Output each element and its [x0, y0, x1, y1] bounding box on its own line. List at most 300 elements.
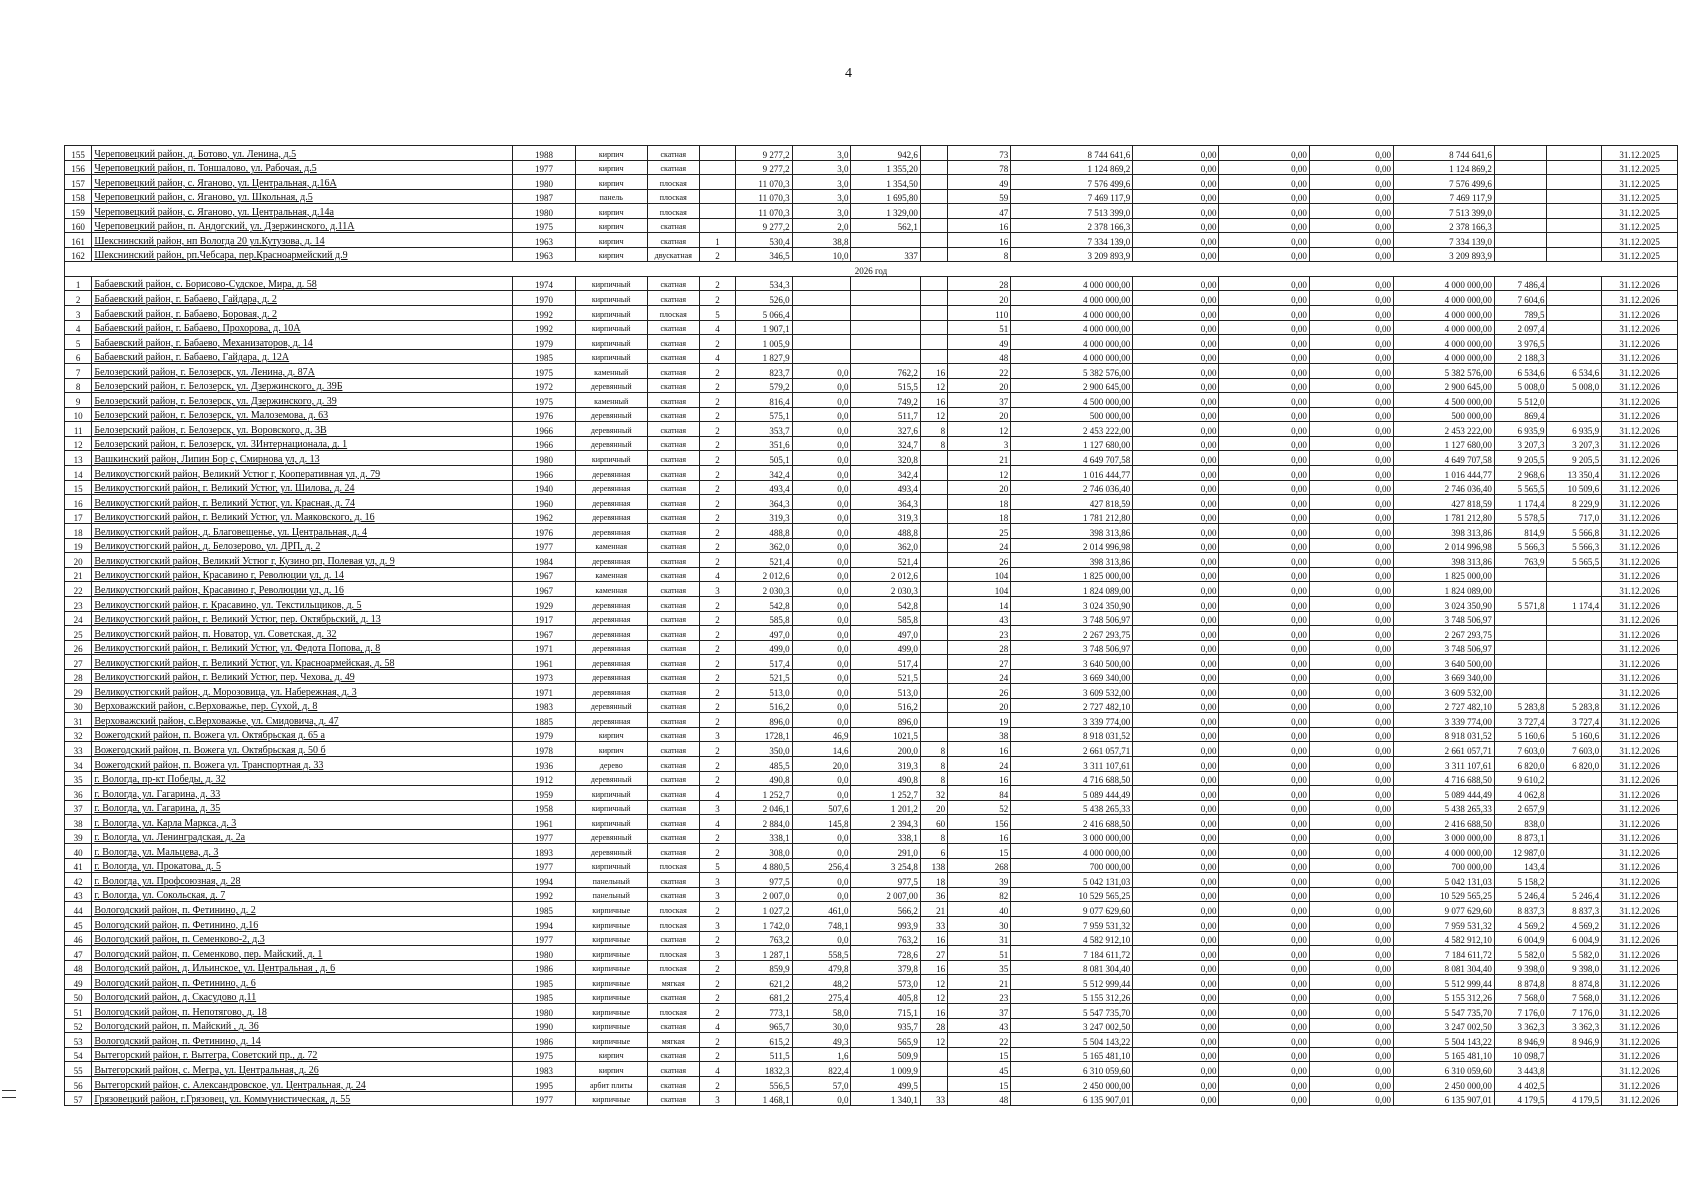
- table-row: [65, 989, 1678, 1004]
- address-cell: Вологодский район, п. Фетинино, д. 14: [92, 1033, 513, 1048]
- unit-cost-cell: [1494, 175, 1547, 190]
- regional-cost-cell: 2 746 036,40: [1393, 480, 1494, 495]
- address-cell: Бабаевский район, г. Бабаево, Гайдара, д. 2: [92, 291, 513, 306]
- completion-date-cell: 31.12.2026: [1602, 306, 1678, 321]
- owners-cost-cell: 0,00: [1309, 887, 1393, 902]
- budget-cost-cell: 0,00: [1219, 655, 1309, 670]
- total-area-cell: 526,0: [735, 291, 792, 306]
- regional-cost-cell: 4 500 000,00: [1393, 393, 1494, 408]
- nonresidential-area-cell: 58,0: [792, 1004, 851, 1019]
- apartments-cell: [920, 189, 947, 204]
- wall-material-cell: деревянный: [576, 829, 648, 844]
- total-cost-cell: 700 000,00: [1011, 858, 1133, 873]
- roof-type-cell: скатная: [647, 1077, 700, 1092]
- fund-cost-cell: 0,00: [1133, 742, 1219, 757]
- wall-material-cell: каменная: [576, 538, 648, 553]
- max-unit-cost-cell: [1547, 175, 1602, 190]
- address-cell: Верховажский район, с.Верховажье, пер. Сухой, д. 8: [92, 698, 513, 713]
- residential-area-cell: 942,6: [851, 146, 920, 161]
- fund-cost-cell: 0,00: [1133, 480, 1219, 495]
- nonresidential-area-cell: 822,4: [792, 1062, 851, 1077]
- unit-cost-cell: [1494, 146, 1547, 161]
- year-built-cell: 1970: [512, 291, 575, 306]
- roof-type-cell: скатная: [647, 611, 700, 626]
- table-row: [65, 887, 1678, 902]
- max-unit-cost-cell: 10 509,6: [1547, 480, 1602, 495]
- residential-area-cell: 362,0: [851, 538, 920, 553]
- regional-cost-cell: 6 135 907,01: [1393, 1091, 1494, 1106]
- unit-cost-cell: 2 968,6: [1494, 466, 1547, 481]
- fund-cost-cell: 0,00: [1133, 975, 1219, 990]
- floors-cell: 2: [700, 626, 736, 641]
- year-built-cell: 1967: [512, 626, 575, 641]
- year-built-cell: 1976: [512, 524, 575, 539]
- regional-cost-cell: 8 744 641,6: [1393, 146, 1494, 161]
- nonresidential-area-cell: 0,0: [792, 829, 851, 844]
- unit-cost-cell: 2 097,4: [1494, 320, 1547, 335]
- roof-type-cell: скатная: [647, 655, 700, 670]
- total-area-cell: 308,0: [735, 844, 792, 859]
- address-cell: Вытегорский район, г. Вытегра, Советский пр., д. 72: [92, 1047, 513, 1062]
- unit-cost-cell: [1494, 582, 1547, 597]
- row-number-cell: 38: [65, 815, 92, 830]
- unit-cost-cell: 5 160,6: [1494, 727, 1547, 742]
- address-cell: Вологодский район, п. Фетинино, д. 6: [92, 975, 513, 990]
- fund-cost-cell: 0,00: [1133, 146, 1219, 161]
- floors-cell: 2: [700, 553, 736, 568]
- regional-cost-cell: 3 669 340,00: [1393, 669, 1494, 684]
- budget-cost-cell: 0,00: [1219, 844, 1309, 859]
- budget-cost-cell: 0,00: [1219, 771, 1309, 786]
- table-row: [65, 451, 1678, 466]
- wall-material-cell: деревянная: [576, 655, 648, 670]
- wall-material-cell: кирпич: [576, 1062, 648, 1077]
- fund-cost-cell: 0,00: [1133, 698, 1219, 713]
- owners-cost-cell: 0,00: [1309, 160, 1393, 175]
- address-cell: Череповецкий район, с. Яганово, ул. Центральная, д.14а: [92, 204, 513, 219]
- completion-date-cell: 31.12.2026: [1602, 364, 1678, 379]
- fund-cost-cell: 0,00: [1133, 669, 1219, 684]
- owners-cost-cell: 0,00: [1309, 364, 1393, 379]
- total-cost-cell: 8 081 304,40: [1011, 960, 1133, 975]
- floors-cell: 3: [700, 916, 736, 931]
- wall-material-cell: деревянная: [576, 684, 648, 699]
- row-number-cell: 3: [65, 306, 92, 321]
- row-number-cell: 24: [65, 611, 92, 626]
- nonresidential-area-cell: 0,0: [792, 669, 851, 684]
- regional-cost-cell: 2 727 482,10: [1393, 698, 1494, 713]
- budget-cost-cell: 0,00: [1219, 611, 1309, 626]
- wall-material-cell: кирпичный: [576, 291, 648, 306]
- floors-cell: 4: [700, 1062, 736, 1077]
- year-built-cell: 1980: [512, 175, 575, 190]
- owners-cost-cell: 0,00: [1309, 916, 1393, 931]
- unit-cost-cell: 10 098,7: [1494, 1047, 1547, 1062]
- max-unit-cost-cell: 7 176,0: [1547, 1004, 1602, 1019]
- completion-date-cell: 31.12.2026: [1602, 829, 1678, 844]
- regional-cost-cell: 5 547 735,70: [1393, 1004, 1494, 1019]
- fund-cost-cell: 0,00: [1133, 247, 1219, 262]
- unit-cost-cell: 5 008,0: [1494, 378, 1547, 393]
- total-cost-cell: 2 450 000,00: [1011, 1077, 1133, 1092]
- total-cost-cell: 4 649 707,58: [1011, 451, 1133, 466]
- row-number-cell: 162: [65, 247, 92, 262]
- regional-cost-cell: 398 313,86: [1393, 524, 1494, 539]
- table-row: [65, 466, 1678, 481]
- budget-cost-cell: 0,00: [1219, 189, 1309, 204]
- total-area-cell: 1832,3: [735, 1062, 792, 1077]
- roof-type-cell: скатная: [647, 596, 700, 611]
- wall-material-cell: кирпич: [576, 218, 648, 233]
- budget-cost-cell: 0,00: [1219, 698, 1309, 713]
- owners-cost-cell: 0,00: [1309, 946, 1393, 961]
- total-cost-cell: 4 582 912,10: [1011, 931, 1133, 946]
- regional-cost-cell: 5 165 481,10: [1393, 1047, 1494, 1062]
- fund-cost-cell: 0,00: [1133, 1018, 1219, 1033]
- table-row: [65, 727, 1678, 742]
- max-unit-cost-cell: 5 565,5: [1547, 553, 1602, 568]
- year-built-cell: 1962: [512, 509, 575, 524]
- nonresidential-area-cell: 0,0: [792, 640, 851, 655]
- table-row: [65, 858, 1678, 873]
- apartments-cell: [920, 698, 947, 713]
- roof-type-cell: плоская: [647, 175, 700, 190]
- apartments-cell: 33: [920, 1091, 947, 1106]
- roof-type-cell: скатная: [647, 698, 700, 713]
- wall-material-cell: кирпич: [576, 204, 648, 219]
- residents-cell: 30: [948, 916, 1011, 931]
- residential-area-cell: 896,0: [851, 713, 920, 728]
- wall-material-cell: панельный: [576, 873, 648, 888]
- table-row: [65, 946, 1678, 961]
- completion-date-cell: 31.12.2026: [1602, 887, 1678, 902]
- completion-date-cell: 31.12.2025: [1602, 175, 1678, 190]
- total-cost-cell: 5 438 265,33: [1011, 800, 1133, 815]
- unit-cost-cell: 3 976,5: [1494, 335, 1547, 350]
- total-area-cell: 513,0: [735, 684, 792, 699]
- unit-cost-cell: 9 398,0: [1494, 960, 1547, 975]
- wall-material-cell: дерево: [576, 756, 648, 771]
- table-row: [65, 844, 1678, 859]
- address-cell: Великоустюгский район, п. Новатор, ул. Советская, д. 32: [92, 626, 513, 641]
- wall-material-cell: кирпичные: [576, 1004, 648, 1019]
- completion-date-cell: 31.12.2026: [1602, 335, 1678, 350]
- residential-area-cell: 2 394,3: [851, 815, 920, 830]
- total-area-cell: 521,4: [735, 553, 792, 568]
- completion-date-cell: 31.12.2026: [1602, 989, 1678, 1004]
- roof-type-cell: скатная: [647, 466, 700, 481]
- table-row: [65, 553, 1678, 568]
- nonresidential-area-cell: 0,0: [792, 626, 851, 641]
- total-area-cell: 362,0: [735, 538, 792, 553]
- total-area-cell: 517,4: [735, 655, 792, 670]
- year-built-cell: 1972: [512, 378, 575, 393]
- address-cell: Великоустюгский район, г. Великий Устюг, ул. Федота Попова, д. 8: [92, 640, 513, 655]
- table-row: [65, 902, 1678, 917]
- unit-cost-cell: 3 443,8: [1494, 1062, 1547, 1077]
- wall-material-cell: кирпичный: [576, 451, 648, 466]
- year-label: 2026 год: [65, 262, 1678, 277]
- floors-cell: 2: [700, 538, 736, 553]
- budget-cost-cell: 0,00: [1219, 364, 1309, 379]
- nonresidential-area-cell: 10,0: [792, 247, 851, 262]
- year-built-cell: 1990: [512, 1018, 575, 1033]
- unit-cost-cell: 5 158,2: [1494, 873, 1547, 888]
- total-cost-cell: 7 959 531,32: [1011, 916, 1133, 931]
- floors-cell: 2: [700, 509, 736, 524]
- wall-material-cell: деревянная: [576, 669, 648, 684]
- address-cell: Белозерский район, г. Белозерск, ул. Дзержинского, д. 39: [92, 393, 513, 408]
- regional-cost-cell: 1 016 444,77: [1393, 466, 1494, 481]
- regional-cost-cell: 5 438 265,33: [1393, 800, 1494, 815]
- row-number-cell: 22: [65, 582, 92, 597]
- max-unit-cost-cell: [1547, 611, 1602, 626]
- year-built-cell: 1974: [512, 276, 575, 291]
- roof-type-cell: скатная: [647, 873, 700, 888]
- residents-cell: 27: [948, 655, 1011, 670]
- regional-cost-cell: 1 825 000,00: [1393, 567, 1494, 582]
- table-row: [65, 204, 1678, 219]
- year-built-cell: 1976: [512, 407, 575, 422]
- year-built-cell: 1992: [512, 306, 575, 321]
- row-number-cell: 157: [65, 175, 92, 190]
- year-built-cell: 1986: [512, 1033, 575, 1048]
- regional-cost-cell: 7 469 117,9: [1393, 189, 1494, 204]
- wall-material-cell: кирпичные: [576, 1091, 648, 1106]
- residents-cell: 35: [948, 960, 1011, 975]
- floors-cell: 5: [700, 306, 736, 321]
- fund-cost-cell: 0,00: [1133, 640, 1219, 655]
- unit-cost-cell: 2 188,3: [1494, 349, 1547, 364]
- residential-area-cell: 2 030,3: [851, 582, 920, 597]
- completion-date-cell: 31.12.2026: [1602, 349, 1678, 364]
- roof-type-cell: скатная: [647, 233, 700, 248]
- row-number-cell: 2: [65, 291, 92, 306]
- wall-material-cell: кирпич: [576, 247, 648, 262]
- floors-cell: 2: [700, 247, 736, 262]
- owners-cost-cell: 0,00: [1309, 146, 1393, 161]
- unit-cost-cell: 5 246,4: [1494, 887, 1547, 902]
- wall-material-cell: кирпичный: [576, 306, 648, 321]
- budget-cost-cell: 0,00: [1219, 218, 1309, 233]
- wall-material-cell: деревянный: [576, 771, 648, 786]
- regional-cost-cell: 5 382 576,00: [1393, 364, 1494, 379]
- fund-cost-cell: 0,00: [1133, 1004, 1219, 1019]
- owners-cost-cell: 0,00: [1309, 276, 1393, 291]
- residential-area-cell: 1 695,80: [851, 189, 920, 204]
- residential-area-cell: 291,0: [851, 844, 920, 859]
- unit-cost-cell: 5 283,8: [1494, 698, 1547, 713]
- owners-cost-cell: 0,00: [1309, 335, 1393, 350]
- row-number-cell: 160: [65, 218, 92, 233]
- completion-date-cell: 31.12.2026: [1602, 916, 1678, 931]
- total-cost-cell: 2 416 688,50: [1011, 815, 1133, 830]
- completion-date-cell: 31.12.2026: [1602, 436, 1678, 451]
- nonresidential-area-cell: 558,5: [792, 946, 851, 961]
- year-built-cell: 1963: [512, 247, 575, 262]
- max-unit-cost-cell: 7 568,0: [1547, 989, 1602, 1004]
- address-cell: Вологодский район, д. Ильинское, ул. Центральная , д. 6: [92, 960, 513, 975]
- table-row: [65, 567, 1678, 582]
- total-cost-cell: 5 547 735,70: [1011, 1004, 1133, 1019]
- max-unit-cost-cell: 5 566,8: [1547, 524, 1602, 539]
- completion-date-cell: 31.12.2026: [1602, 582, 1678, 597]
- floors-cell: [700, 189, 736, 204]
- floors-cell: 2: [700, 640, 736, 655]
- residential-area-cell: 319,3: [851, 509, 920, 524]
- fund-cost-cell: 0,00: [1133, 320, 1219, 335]
- rows-2026: [65, 276, 1678, 1105]
- owners-cost-cell: 0,00: [1309, 422, 1393, 437]
- nonresidential-area-cell: 0,0: [792, 436, 851, 451]
- table-row: [65, 611, 1678, 626]
- total-cost-cell: 3 000 000,00: [1011, 829, 1133, 844]
- max-unit-cost-cell: [1547, 1077, 1602, 1092]
- residential-area-cell: 1 354,50: [851, 175, 920, 190]
- regional-cost-cell: 4 000 000,00: [1393, 349, 1494, 364]
- residential-area-cell: 516,2: [851, 698, 920, 713]
- unit-cost-cell: 12 987,0: [1494, 844, 1547, 859]
- fund-cost-cell: 0,00: [1133, 218, 1219, 233]
- apartments-cell: [920, 306, 947, 321]
- table-row: [65, 538, 1678, 553]
- budget-cost-cell: 0,00: [1219, 436, 1309, 451]
- owners-cost-cell: 0,00: [1309, 1047, 1393, 1062]
- owners-cost-cell: 0,00: [1309, 989, 1393, 1004]
- margin-mark: [2, 1090, 16, 1098]
- budget-cost-cell: 0,00: [1219, 684, 1309, 699]
- owners-cost-cell: 0,00: [1309, 684, 1393, 699]
- fund-cost-cell: 0,00: [1133, 596, 1219, 611]
- budget-cost-cell: 0,00: [1219, 815, 1309, 830]
- residential-area-cell: 1 329,00: [851, 204, 920, 219]
- completion-date-cell: 31.12.2026: [1602, 596, 1678, 611]
- roof-type-cell: скатная: [647, 160, 700, 175]
- address-cell: Великоустюгский район, Великий Устюг г, Кузино рп, Полевая ул, д. 9: [92, 553, 513, 568]
- table-row: [65, 582, 1678, 597]
- nonresidential-area-cell: 46,9: [792, 727, 851, 742]
- table-row: [65, 916, 1678, 931]
- fund-cost-cell: 0,00: [1133, 989, 1219, 1004]
- residents-cell: 18: [948, 509, 1011, 524]
- total-area-cell: 1 027,2: [735, 902, 792, 917]
- apartments-cell: 20: [920, 800, 947, 815]
- budget-cost-cell: 0,00: [1219, 146, 1309, 161]
- fund-cost-cell: 0,00: [1133, 771, 1219, 786]
- nonresidential-area-cell: 0,0: [792, 451, 851, 466]
- total-area-cell: 338,1: [735, 829, 792, 844]
- year-built-cell: 1992: [512, 320, 575, 335]
- max-unit-cost-cell: 6 935,9: [1547, 422, 1602, 437]
- fund-cost-cell: 0,00: [1133, 189, 1219, 204]
- budget-cost-cell: 0,00: [1219, 858, 1309, 873]
- roof-type-cell: скатная: [647, 480, 700, 495]
- budget-cost-cell: 0,00: [1219, 480, 1309, 495]
- table-row: [65, 815, 1678, 830]
- table-row: [65, 349, 1678, 364]
- total-area-cell: 353,7: [735, 422, 792, 437]
- residents-cell: 21: [948, 451, 1011, 466]
- roof-type-cell: скатная: [647, 538, 700, 553]
- fund-cost-cell: 0,00: [1133, 160, 1219, 175]
- budget-cost-cell: 0,00: [1219, 669, 1309, 684]
- unit-cost-cell: 143,4: [1494, 858, 1547, 873]
- fund-cost-cell: 0,00: [1133, 858, 1219, 873]
- unit-cost-cell: 5 578,5: [1494, 509, 1547, 524]
- address-cell: Вологодский район, п. Фетинино, д.16: [92, 916, 513, 931]
- owners-cost-cell: 0,00: [1309, 698, 1393, 713]
- total-cost-cell: 7 576 499,6: [1011, 175, 1133, 190]
- floors-cell: 2: [700, 596, 736, 611]
- roof-type-cell: плоская: [647, 946, 700, 961]
- owners-cost-cell: 0,00: [1309, 1062, 1393, 1077]
- year-built-cell: 1975: [512, 364, 575, 379]
- address-cell: Белозерский район, г. Белозерск, ул. Ленина, д. 87А: [92, 364, 513, 379]
- table-row: [65, 247, 1678, 262]
- total-cost-cell: 7 184 611,72: [1011, 946, 1133, 961]
- total-cost-cell: 5 155 312,26: [1011, 989, 1133, 1004]
- owners-cost-cell: 0,00: [1309, 902, 1393, 917]
- floors-cell: 2: [700, 829, 736, 844]
- table-row: [65, 829, 1678, 844]
- budget-cost-cell: 0,00: [1219, 233, 1309, 248]
- regional-cost-cell: 3 000 000,00: [1393, 829, 1494, 844]
- row-number-cell: 47: [65, 946, 92, 961]
- regional-cost-cell: 5 504 143,22: [1393, 1033, 1494, 1048]
- roof-type-cell: скатная: [647, 844, 700, 859]
- max-unit-cost-cell: [1547, 640, 1602, 655]
- completion-date-cell: 31.12.2025: [1602, 146, 1678, 161]
- nonresidential-area-cell: 479,8: [792, 960, 851, 975]
- row-number-cell: 158: [65, 189, 92, 204]
- address-cell: Великоустюгский район, Великий Устюг г, Кооперативная ул, д. 79: [92, 466, 513, 481]
- year-built-cell: 1980: [512, 204, 575, 219]
- address-cell: Великоустюгский район, г. Великий Устюг, пер. Чехова, д. 49: [92, 669, 513, 684]
- owners-cost-cell: 0,00: [1309, 436, 1393, 451]
- address-cell: Белозерский район, г. Белозерск, ул. Дзержинского, д. 39Б: [92, 378, 513, 393]
- floors-cell: 2: [700, 698, 736, 713]
- roof-type-cell: скатная: [647, 582, 700, 597]
- regional-cost-cell: 4 000 000,00: [1393, 320, 1494, 335]
- table-row: [65, 1018, 1678, 1033]
- max-unit-cost-cell: 5 160,6: [1547, 727, 1602, 742]
- owners-cost-cell: 0,00: [1309, 233, 1393, 248]
- residential-area-cell: 515,5: [851, 378, 920, 393]
- total-area-cell: 859,9: [735, 960, 792, 975]
- year-built-cell: 1977: [512, 1091, 575, 1106]
- table-row: [65, 146, 1678, 161]
- residential-area-cell: [851, 306, 920, 321]
- residents-cell: 49: [948, 175, 1011, 190]
- nonresidential-area-cell: [792, 276, 851, 291]
- budget-cost-cell: 0,00: [1219, 916, 1309, 931]
- total-area-cell: 2 012,6: [735, 567, 792, 582]
- floors-cell: 4: [700, 1018, 736, 1033]
- fund-cost-cell: 0,00: [1133, 916, 1219, 931]
- total-area-cell: 823,7: [735, 364, 792, 379]
- residents-cell: 20: [948, 480, 1011, 495]
- regional-cost-cell: 2 450 000,00: [1393, 1077, 1494, 1092]
- residents-cell: 47: [948, 204, 1011, 219]
- table-row: [65, 189, 1678, 204]
- residents-cell: 43: [948, 1018, 1011, 1033]
- fund-cost-cell: 0,00: [1133, 902, 1219, 917]
- max-unit-cost-cell: 3 727,4: [1547, 713, 1602, 728]
- max-unit-cost-cell: 13 350,4: [1547, 466, 1602, 481]
- residential-area-cell: 337: [851, 247, 920, 262]
- wall-material-cell: кирпичные: [576, 1018, 648, 1033]
- wall-material-cell: кирпичные: [576, 975, 648, 990]
